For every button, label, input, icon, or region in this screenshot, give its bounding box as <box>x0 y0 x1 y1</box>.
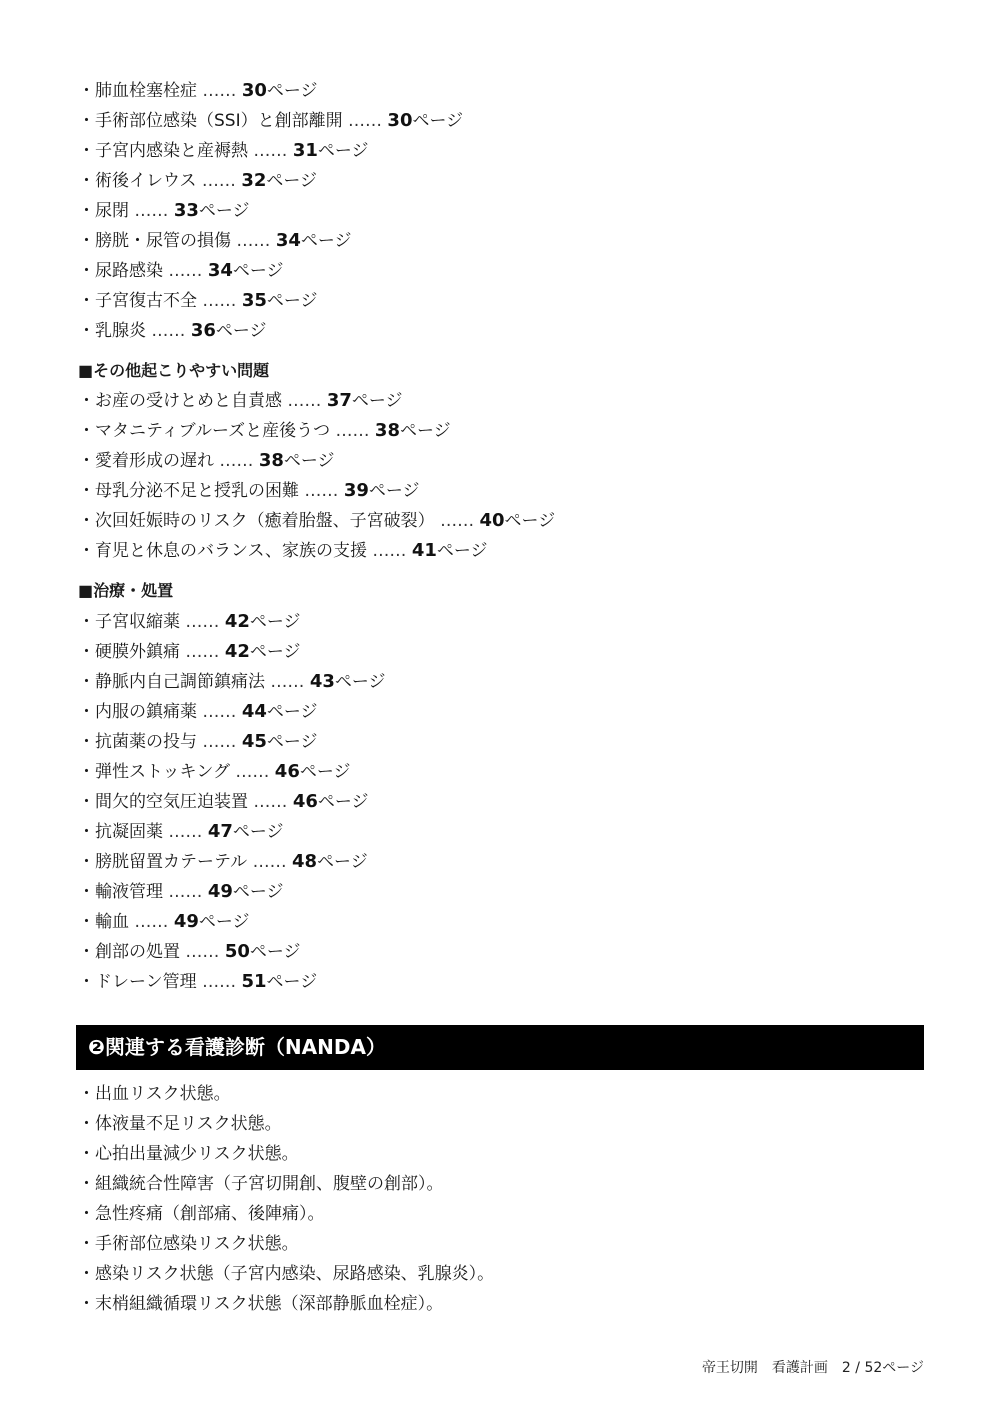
page-number: 30 <box>241 80 267 101</box>
heading-treatment: ■治療・処置 <box>78 581 174 600</box>
page-suffix: ページ <box>198 201 250 221</box>
list-item <box>78 787 386 817</box>
item-title: ・手術部位感染（SSI）と創部離開 <box>78 111 343 131</box>
leader-dots: …… <box>348 111 383 131</box>
item-title: ・ドレーン管理 <box>78 972 197 992</box>
item-title: ・輸血 <box>78 912 129 932</box>
page-footer: 帝王切開 看護計画 2 / 52ページ <box>701 1360 924 1376</box>
page-number: 50 <box>224 941 250 962</box>
page-suffix: ページ <box>249 642 301 662</box>
leader-dots: …… <box>440 511 475 531</box>
list-item <box>78 607 386 637</box>
list-item <box>78 256 463 286</box>
page-number: 42 <box>224 611 250 632</box>
page-number: 49 <box>173 911 199 932</box>
page-number: 51 <box>241 971 267 992</box>
page-suffix: ページ <box>266 81 318 101</box>
item-title: ・子宮復古不全 <box>78 291 197 311</box>
page-suffix: ページ <box>317 792 369 812</box>
list-item: ・急性疼痛（創部痛、後陣痛）。 <box>78 1204 325 1224</box>
leader-dots: …… <box>252 852 287 872</box>
list-item <box>78 386 555 416</box>
list-item <box>78 476 555 506</box>
leader-dots: …… <box>134 912 169 932</box>
page-suffix: ページ <box>412 111 464 131</box>
leader-dots: …… <box>253 141 288 161</box>
leader-dots: …… <box>236 231 271 251</box>
page-number: 31 <box>292 140 318 161</box>
page-suffix: ページ <box>299 762 351 782</box>
item-title: ・内服の鎮痛薬 <box>78 702 197 722</box>
page-number: 32 <box>241 170 267 191</box>
list-item <box>78 316 463 346</box>
page-suffix: ページ <box>504 511 556 531</box>
page-number: 38 <box>374 420 400 441</box>
item-title: ・子宮内感染と産褥熱 <box>78 141 248 161</box>
page-suffix: ページ <box>215 321 267 341</box>
item-title: ・母乳分泌不足と授乳の困難 <box>78 481 299 501</box>
page-suffix: ページ <box>232 822 284 842</box>
section-header-nanda: ❷関連する看護診断（NANDA） <box>76 1025 924 1070</box>
leader-dots: …… <box>202 702 237 722</box>
list-item <box>78 937 386 967</box>
page-suffix: ページ <box>351 391 403 411</box>
nanda-diagnosis-list <box>78 1079 494 1319</box>
list-item: ・組織統合性障害（子宮切開創、腹壁の創部）。 <box>78 1174 444 1194</box>
leader-dots: …… <box>219 451 254 471</box>
list-item <box>78 757 386 787</box>
list-item: ・感染リスク状態（子宮内感染、尿路感染、乳腺炎）。 <box>78 1264 495 1284</box>
page-suffix: ページ <box>266 732 318 752</box>
page-number: 37 <box>326 390 352 411</box>
item-title: ・お産の受けとめと自責感 <box>78 391 282 411</box>
other-problems-list <box>78 386 555 566</box>
page-number: 43 <box>309 671 335 692</box>
page-number: 34 <box>207 260 233 281</box>
page-number: 46 <box>274 761 300 782</box>
list-item: ・体液量不足リスク状態。 <box>78 1114 282 1134</box>
list-item <box>78 196 463 226</box>
page-suffix: ページ <box>317 141 369 161</box>
page-number: 35 <box>241 290 267 311</box>
page-number: 30 <box>387 110 413 131</box>
page-suffix: ページ <box>232 261 284 281</box>
leader-dots: …… <box>287 391 322 411</box>
list-item <box>78 286 463 316</box>
leader-dots: …… <box>202 732 237 752</box>
leader-dots: …… <box>201 171 236 191</box>
page-suffix: ページ <box>198 912 250 932</box>
list-item <box>78 667 386 697</box>
item-title: ・輸液管理 <box>78 882 163 902</box>
page-number: 47 <box>207 821 233 842</box>
page-number: 49 <box>207 881 233 902</box>
page-suffix: ページ <box>249 942 301 962</box>
page-number: 38 <box>258 450 284 471</box>
heading-other-problems: ■その他起こりやすい問題 <box>78 361 270 380</box>
item-title: ・育児と休息のバランス、家族の支援 <box>78 541 367 561</box>
item-title: ・子宮収縮薬 <box>78 612 180 632</box>
page-number: 41 <box>411 540 437 561</box>
leader-dots: …… <box>151 321 186 341</box>
list-item <box>78 727 386 757</box>
item-title: ・間欠的空気圧迫装置 <box>78 792 248 812</box>
page-suffix: ページ <box>266 171 318 191</box>
leader-dots: …… <box>202 291 237 311</box>
page-suffix: ページ <box>334 672 386 692</box>
page-suffix: ページ <box>266 291 318 311</box>
list-item <box>78 817 386 847</box>
list-item <box>78 967 386 997</box>
leader-dots: …… <box>304 481 339 501</box>
page-suffix: ページ <box>266 702 318 722</box>
leader-dots: …… <box>134 201 169 221</box>
leader-dots: …… <box>202 972 237 992</box>
treatment-list <box>78 607 386 997</box>
leader-dots: …… <box>253 792 288 812</box>
item-title: ・マタニティブルーズと産後うつ <box>78 421 331 441</box>
leader-dots: …… <box>185 612 220 632</box>
item-title: ・静脈内自己調節鎮痛法 <box>78 672 265 692</box>
leader-dots: …… <box>168 261 203 281</box>
page-number: 34 <box>275 230 301 251</box>
list-item <box>78 416 555 446</box>
page-suffix: ページ <box>368 481 420 501</box>
page-number: 33 <box>173 200 199 221</box>
page-suffix: ページ <box>300 231 352 251</box>
list-item <box>78 136 463 166</box>
list-item <box>78 106 463 136</box>
page-suffix: ページ <box>436 541 488 561</box>
leader-dots: …… <box>372 541 407 561</box>
item-title: ・硬膜外鎮痛 <box>78 642 180 662</box>
list-item <box>78 506 555 536</box>
list-item <box>78 877 386 907</box>
list-item <box>78 226 463 256</box>
leader-dots: …… <box>185 942 220 962</box>
leader-dots: …… <box>270 672 305 692</box>
complication-list <box>78 76 463 346</box>
page-number: 42 <box>224 641 250 662</box>
list-item <box>78 76 463 106</box>
leader-dots: …… <box>185 642 220 662</box>
page-number: 44 <box>241 701 267 722</box>
list-item <box>78 847 386 877</box>
item-title: ・乳腺炎 <box>78 321 146 341</box>
page-number: 45 <box>241 731 267 752</box>
page-number: 48 <box>291 851 318 872</box>
item-title: ・膀胱留置カテーテル <box>78 852 248 872</box>
page-suffix: ページ <box>399 421 451 441</box>
item-title: ・膀胱・尿管の損傷 <box>78 231 231 251</box>
leader-dots: …… <box>335 421 370 441</box>
list-item <box>78 697 386 727</box>
item-title: ・創部の処置 <box>78 942 180 962</box>
item-title: ・抗菌薬の投与 <box>78 732 197 752</box>
page-number: 46 <box>292 791 318 812</box>
list-item: ・末梢組織循環リスク状態（深部静脈血栓症）。 <box>78 1294 444 1314</box>
list-item: ・心拍出量減少リスク状態。 <box>78 1144 299 1164</box>
item-title: ・抗凝固薬 <box>78 822 163 842</box>
list-item: ・出血リスク状態。 <box>78 1084 231 1104</box>
item-title: ・次回妊娠時のリスク（癒着胎盤、子宮破裂） <box>78 511 435 531</box>
leader-dots: …… <box>235 762 270 782</box>
page-suffix: ページ <box>317 852 368 872</box>
leader-dots: …… <box>168 822 203 842</box>
list-item: ・手術部位感染リスク状態。 <box>78 1234 299 1254</box>
page-number: 39 <box>343 480 369 501</box>
leader-dots: …… <box>202 81 237 101</box>
list-item <box>78 166 463 196</box>
item-title: ・弾性ストッキング <box>78 762 230 782</box>
list-item <box>78 637 386 667</box>
list-item <box>78 446 555 476</box>
list-item <box>78 907 386 937</box>
list-item <box>78 536 555 566</box>
leader-dots: …… <box>168 882 203 902</box>
item-title: ・術後イレウス <box>78 171 197 191</box>
page-suffix: ページ <box>283 451 335 471</box>
page-number: 36 <box>190 320 216 341</box>
page-suffix: ページ <box>249 612 301 632</box>
page-suffix: ページ <box>232 882 284 902</box>
item-title: ・肺血栓塞栓症 <box>78 81 197 101</box>
item-title: ・尿路感染 <box>78 261 163 281</box>
page-suffix: ページ <box>266 972 318 992</box>
item-title: ・尿閉 <box>78 201 129 221</box>
item-title: ・愛着形成の遅れ <box>78 451 214 471</box>
page-number: 40 <box>479 510 505 531</box>
